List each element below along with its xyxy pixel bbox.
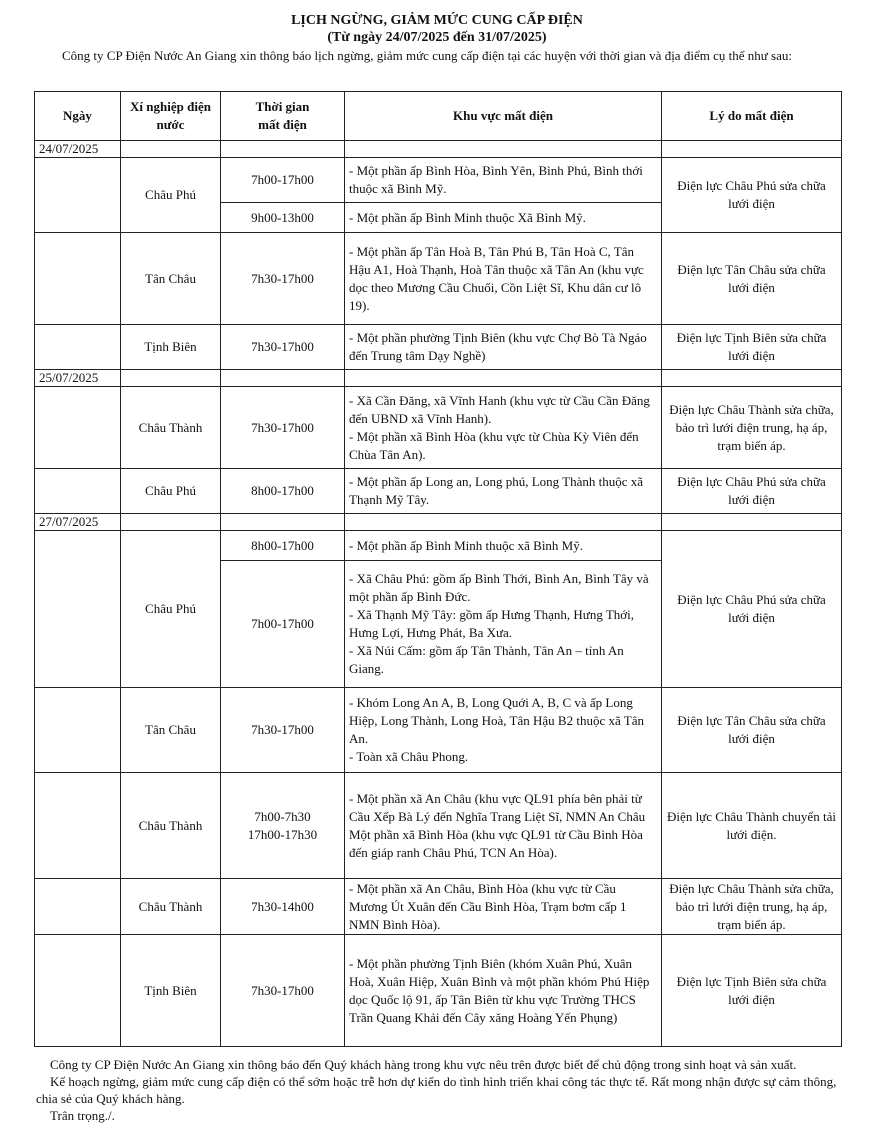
- time-cell: 7h30-17h00: [221, 387, 345, 469]
- area-line: - Xã Núi Cấm: gồm ấp Tân Thành, Tân An – tỉnh An Giang.: [349, 643, 624, 676]
- header-time: [221, 92, 345, 141]
- area-cell: [345, 158, 662, 203]
- header-time-line-1: Thời gian: [255, 99, 310, 114]
- unit-cell: Châu Thành: [121, 773, 221, 879]
- table-row: [35, 935, 842, 1047]
- area-line: - Một phần xã An Châu (khu vực QL91 phía bên phải từ Cầu Xếp Bà Lý đến Nghĩa Trang Liệt Sĩ, NMN An Châu: [349, 790, 646, 824]
- time-line: 17h00-17h30: [247, 826, 318, 842]
- area-cell: [345, 469, 662, 514]
- time-cell: 7h30-14h00: [221, 879, 345, 935]
- table-row: [35, 233, 842, 325]
- date-row: [35, 514, 842, 531]
- table-row: [35, 387, 842, 469]
- header-reason: Lý do mất điện: [662, 92, 842, 141]
- table-row: [35, 688, 842, 773]
- area-cell: [345, 387, 662, 469]
- time-line: 7h00-7h30: [254, 808, 311, 824]
- area-line: - Một phần xã An Châu, Bình Hòa (khu vực từ Cầu Mương Út Xuân đến Cầu Bình Hòa, Trạm bơm cấp 1 NMN Bình Hòa).: [349, 880, 627, 932]
- area-line: - Một phần phường Tịnh Biên (khu vực Chợ Bò Tà Ngáo đến Trung tâm Dạy Nghề): [349, 330, 647, 363]
- table-row: [35, 879, 842, 935]
- area-cell: [345, 233, 662, 325]
- document-subtitle: (Từ ngày 24/07/2025 đến 31/07/2025): [327, 30, 547, 45]
- time-cell: 7h00-17h00: [221, 561, 345, 688]
- footer-paragraph: Công ty CP Điện Nước An Giang xin thông báo đến Quý khách hàng trong khu vực nêu trên được biết để chủ động trong sinh hoạt và sản xuất.: [50, 1057, 797, 1072]
- area-line: - Xã Châu Phú: gồm ấp Bình Thới, Bình An, Bình Tây và một phần ấp Bình Đức.: [349, 571, 649, 604]
- table-row: [35, 469, 842, 514]
- table-header-row: [35, 92, 842, 141]
- document-title: LỊCH NGỪNG, GIẢM MỨC CUNG CẤP ĐIỆN: [291, 13, 583, 28]
- unit-cell: Châu Thành: [121, 387, 221, 469]
- table-row: [35, 325, 842, 370]
- area-cell: [345, 879, 662, 935]
- unit-cell: Tịnh Biên: [121, 325, 221, 370]
- area-cell: [345, 935, 662, 1047]
- date-cell: 24/07/2025: [35, 141, 121, 158]
- footer-notes: [36, 1056, 841, 1124]
- area-line: - Một phần ấp Bình Minh thuộc xã Bình Mỹ.: [349, 537, 583, 553]
- reason-cell: Điện lực Tân Châu sửa chữa lưới điện: [662, 233, 842, 325]
- area-line: - Một phần ấp Bình Hòa, Bình Yên, Bình Phú, Bình thới thuộc xã Bình Mỹ.: [349, 163, 643, 196]
- unit-cell: Châu Phú: [121, 158, 221, 233]
- header-time-line-2: mất điện: [258, 117, 307, 132]
- time-cell: 7h30-17h00: [221, 688, 345, 773]
- reason-cell: Điện lực Tịnh Biên sửa chữa lưới điện: [662, 325, 842, 370]
- unit-cell: Châu Thành: [121, 879, 221, 935]
- time-cell: [221, 773, 345, 879]
- area-cell: [345, 531, 662, 561]
- unit-cell: Tân Châu: [121, 688, 221, 773]
- table-row: [35, 158, 842, 203]
- time-cell: 7h30-17h00: [221, 325, 345, 370]
- reason-cell: Điện lực Châu Phú sửa chữa lưới điện: [662, 531, 842, 688]
- unit-cell: Châu Phú: [121, 469, 221, 514]
- time-cell: 9h00-13h00: [221, 203, 345, 233]
- area-cell: [345, 688, 662, 773]
- date-cell: 27/07/2025: [35, 514, 121, 531]
- area-cell: [345, 203, 662, 233]
- reason-cell: Điện lực Tân Châu sửa chữa lưới điện: [662, 688, 842, 773]
- time-cell: 8h00-17h00: [221, 469, 345, 514]
- header-date: Ngày: [35, 92, 121, 141]
- intro-paragraph: Công ty CP Điện Nước An Giang xin thông báo lịch ngừng, giảm mức cung cấp điện tại các huyện với thời gian và địa điểm cụ thể như sau:: [62, 48, 792, 63]
- area-line: - Khóm Long An A, B, Long Quới A, B, C và ấp Long Hiệp, Long Thành, Long Hoà, Tân Hậu B2 thuộc xã Tân An.: [349, 695, 644, 746]
- date-row: [35, 141, 842, 158]
- area-cell: [345, 561, 662, 688]
- area-line: - Toàn xã Châu Phong.: [349, 749, 469, 764]
- time-cell: 7h30-17h00: [221, 935, 345, 1047]
- document-header: [0, 0, 874, 46]
- reason-cell: Điện lực Châu Thành chuyển tải lưới điện.: [662, 773, 842, 879]
- reason-cell: Điện lực Châu Thành sửa chữa, bảo trì lưới điện trung, hạ áp, trạm biến áp.: [662, 879, 842, 935]
- unit-cell: Châu Phú: [121, 531, 221, 688]
- header-area: Khu vực mất điện: [345, 92, 662, 141]
- reason-cell: Điện lực Châu Phú sửa chữa lưới điện: [662, 469, 842, 514]
- table-row: [35, 773, 842, 879]
- table-row: [35, 531, 842, 561]
- area-line: Một phần xã Bình Hòa (khu vực QL91 từ Cầu Bình Hòa đến giáp ranh Châu Phú, TCN An Hòa).: [349, 826, 643, 860]
- area-line: - Một phần xã Bình Hòa (khu vực từ Chùa Kỳ Viên đến Chùa Tân An).: [349, 428, 639, 462]
- time-cell: 7h00-17h00: [221, 158, 345, 203]
- area-line: - Một phần ấp Tân Hoà B, Tân Phú B, Tân Hoà C, Tân Hậu A1, Hoà Thạnh, Hoà Tân thuộc xã Tân An (khu vực dọc theo Mương Cầu Chuối, Cồn Liệt Sĩ, Khu dân cư lô 19).: [349, 243, 644, 313]
- reason-cell: Điện lực Châu Thành sửa chữa, bảo trì lưới điện trung, hạ áp, trạm biến áp.: [662, 387, 842, 469]
- reason-cell: Điện lực Châu Phú sửa chữa lưới điện: [662, 158, 842, 233]
- time-cell: 7h30-17h00: [221, 233, 345, 325]
- area-cell: [345, 773, 662, 879]
- header-unit: Xí nghiệp điện nước: [121, 92, 221, 141]
- area-line: - Một phần ấp Long an, Long phú, Long Thành thuộc xã Thạnh Mỹ Tây.: [349, 474, 644, 507]
- date-cell: 25/07/2025: [35, 370, 121, 387]
- unit-cell: Tân Châu: [121, 233, 221, 325]
- date-row: [35, 370, 842, 387]
- unit-cell: Tịnh Biên: [121, 935, 221, 1047]
- area-cell: [345, 325, 662, 370]
- area-line: - Một phần phường Tịnh Biên (khóm Xuân Phú, Xuân Hoà, Xuân Hiệp, Xuân Bình và một phần khóm Phú Hiệp dọc Quốc lộ 91, ấp Tân Biên từ khu vực Trường THCS Trần Quang Khải đến Cây xăng Hoàng Yến Phụng): [349, 955, 650, 1025]
- footer-paragraph: Kế hoạch ngừng, giảm mức cung cấp điện có thể sớm hoặc trễ hơn dự kiến do tình hình triển khai công tác thực tế. Rất mong nhận được sự cảm thông, chia sẻ của Quý khách hàng.: [36, 1074, 837, 1106]
- closing-line: Trân trọng./.: [50, 1108, 115, 1123]
- outage-schedule-table: [34, 91, 842, 1047]
- area-line: - Một phần ấp Bình Minh thuộc Xã Bình Mỹ.: [349, 209, 586, 225]
- area-line: - Xã Thạnh Mỹ Tây: gồm ấp Hưng Thạnh, Hưng Thới, Hưng Lợi, Hưng Phát, Ba Xưa.: [349, 607, 635, 640]
- area-line: - Xã Cần Đăng, xã Vĩnh Hanh (khu vực từ Cầu Cần Đăng đến UBND xã Vĩnh Hanh).: [349, 392, 650, 426]
- time-cell: 8h00-17h00: [221, 531, 345, 561]
- reason-cell: Điện lực Tịnh Biên sửa chữa lưới điện: [662, 935, 842, 1047]
